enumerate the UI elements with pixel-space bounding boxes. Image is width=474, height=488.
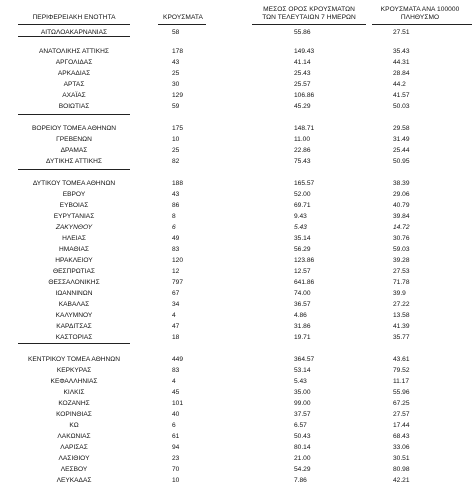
per-capita-cell: 41.39 xyxy=(393,323,410,330)
per-capita-cell: 17.44 xyxy=(393,422,410,429)
header-divider xyxy=(18,24,130,25)
cases-cell: 129 xyxy=(172,92,184,99)
cases-cell: 10 xyxy=(172,136,180,143)
avg-cell: 53.14 xyxy=(294,367,311,374)
per-capita-cell: 79.52 xyxy=(393,367,410,374)
region-cell: ΚΩ xyxy=(69,422,79,429)
per-capita-cell: 30.76 xyxy=(393,235,410,242)
region-cell: ΙΩΑΝΝΙΝΩΝ xyxy=(55,290,93,297)
region-cell: ΚΕΝΤΡΙΚΟΥ ΤΟΜΕΑ ΑΘΗΝΩΝ xyxy=(28,356,120,363)
table-row xyxy=(0,256,474,265)
per-capita-cell: 40.79 xyxy=(393,202,410,209)
table-row xyxy=(0,322,474,331)
avg-cell: 6.57 xyxy=(294,422,307,429)
cases-cell: 18 xyxy=(172,334,180,341)
table-row xyxy=(0,223,474,232)
per-capita-cell: 11.17 xyxy=(393,378,410,385)
cases-cell: 86 xyxy=(172,202,180,209)
cases-cell: 449 xyxy=(172,356,184,363)
per-capita-cell: 68.43 xyxy=(393,433,410,440)
avg-cell: 37.57 xyxy=(294,411,311,418)
table-row xyxy=(0,421,474,430)
cases-cell: 34 xyxy=(172,301,180,308)
region-cell: ΚΑΒΑΛΑΣ xyxy=(58,301,90,308)
region-cell: ΔΡΑΜΑΣ xyxy=(60,147,88,154)
table-row xyxy=(0,28,474,37)
per-capita-cell: 39.84 xyxy=(393,213,410,220)
cases-cell: 43 xyxy=(172,59,180,66)
per-capita-cell: 13.58 xyxy=(393,312,410,319)
header-region: ΠΕΡΙΦΕΡΕΙΑΚΗ ΕΝΟΤΗΤΑ xyxy=(32,14,116,21)
avg-cell: 31.86 xyxy=(294,323,311,330)
cases-cell: 59 xyxy=(172,103,180,110)
table-row xyxy=(0,124,474,133)
per-capita-cell: 31.49 xyxy=(393,136,410,143)
per-capita-cell: 35.77 xyxy=(393,334,410,341)
avg-cell: 165.57 xyxy=(294,180,315,187)
cases-cell: 12 xyxy=(172,268,180,275)
region-cell: ΕΥΒΟΙΑΣ xyxy=(59,202,89,209)
avg-cell: 21.00 xyxy=(294,455,311,462)
avg-cell: 19.71 xyxy=(294,334,311,341)
cases-cell: 4 xyxy=(172,312,176,319)
table-row xyxy=(0,212,474,221)
region-cell: ΑΧΑΪΑΣ xyxy=(62,92,86,99)
avg-cell: 641.86 xyxy=(294,279,315,286)
region-cell: ΗΡΑΚΛΕΙΟΥ xyxy=(55,257,93,264)
table-row xyxy=(0,146,474,155)
table-row xyxy=(0,443,474,452)
region-cell: ΗΜΑΘΙΑΣ xyxy=(59,246,89,253)
per-capita-cell: 67.25 xyxy=(393,400,410,407)
avg-cell: 45.29 xyxy=(294,103,311,110)
per-capita-cell: 38.39 xyxy=(393,180,410,187)
avg-cell: 35.14 xyxy=(294,235,311,242)
per-capita-cell: 27.22 xyxy=(393,301,410,308)
cases-cell: 83 xyxy=(172,367,180,374)
per-capita-cell: 28.84 xyxy=(393,70,410,77)
table-row xyxy=(0,47,474,56)
region-cell: ΖΑΚΥΝΘΟΥ xyxy=(55,224,93,231)
avg-cell: 106.86 xyxy=(294,92,315,99)
cases-cell: 70 xyxy=(172,466,180,473)
region-cell: ΛΑΣΙΘΙΟΥ xyxy=(58,455,90,462)
avg-cell: 56.29 xyxy=(294,246,311,253)
header-avg-line1: ΜΕΣΟΣ ΟΡΟΣ ΚΡΟΥΣΜΑΤΩΝ xyxy=(263,6,355,13)
cases-cell: 188 xyxy=(172,180,184,187)
header-avg-line2: ΤΩΝ ΤΕΛΕΥΤΑΙΩΝ 7 ΗΜΕΡΩΝ xyxy=(262,14,356,21)
per-capita-cell: 39.9 xyxy=(393,290,406,297)
avg-cell: 80.14 xyxy=(294,444,311,451)
avg-cell: 75.43 xyxy=(294,158,311,165)
region-cell: ΒΟΙΩΤΙΑΣ xyxy=(58,103,90,110)
table-row xyxy=(0,234,474,243)
region-cell: ΕΥΡΥΤΑΝΙΑΣ xyxy=(53,213,95,220)
region-cell: ΚΑΣΤΟΡΙΑΣ xyxy=(55,334,93,341)
table-row xyxy=(0,311,474,320)
region-cell: ΛΕΣΒΟΥ xyxy=(60,466,88,473)
cases-cell: 49 xyxy=(172,235,180,242)
table-row xyxy=(0,289,474,298)
cases-cell: 45 xyxy=(172,389,180,396)
region-cell: ΑΡΤΑΣ xyxy=(63,81,85,88)
avg-cell: 5.43 xyxy=(294,378,307,385)
region-cell: ΑΡΚΑΔΙΑΣ xyxy=(57,70,91,77)
table-row xyxy=(0,201,474,210)
table-row xyxy=(0,267,474,276)
per-capita-cell: 14.72 xyxy=(393,224,410,231)
avg-cell: 25.57 xyxy=(294,81,311,88)
cases-cell: 8 xyxy=(172,213,176,220)
table-row xyxy=(0,454,474,463)
per-capita-cell: 33.06 xyxy=(393,444,410,451)
region-cell: ΛΑΡΙΣΑΣ xyxy=(60,444,88,451)
table-row xyxy=(0,157,474,166)
avg-cell: 52.00 xyxy=(294,191,311,198)
table-row xyxy=(0,355,474,364)
table-row xyxy=(0,69,474,78)
header-divider xyxy=(252,24,366,25)
cases-cell: 43 xyxy=(172,191,180,198)
per-capita-cell: 80.98 xyxy=(393,466,410,473)
table-row xyxy=(0,366,474,375)
region-cell: ΔΥΤΙΚΟΥ ΤΟΜΕΑ ΑΘΗΝΩΝ xyxy=(32,180,116,187)
avg-cell: 25.43 xyxy=(294,70,311,77)
per-capita-cell: 43.61 xyxy=(393,356,410,363)
region-cell: ΒΟΡΕΙΟΥ ΤΟΜΕΑ ΑΘΗΝΩΝ xyxy=(31,125,117,132)
table-row xyxy=(0,179,474,188)
per-capita-cell: 25.44 xyxy=(393,147,410,154)
per-capita-cell: 42.21 xyxy=(393,477,410,484)
region-cell: ΚΕΦΑΛΛΗΝΙΑΣ xyxy=(50,378,98,385)
per-capita-cell: 29.06 xyxy=(393,191,410,198)
region-cell: ΛΑΚΩΝΙΑΣ xyxy=(57,433,91,440)
table-row xyxy=(0,190,474,199)
table-row xyxy=(0,432,474,441)
avg-cell: 123.86 xyxy=(294,257,315,264)
per-capita-cell: 41.57 xyxy=(393,92,410,99)
region-cell: ΚΕΡΚΥΡΑΣ xyxy=(56,367,92,374)
avg-cell: 148.71 xyxy=(294,125,315,132)
table-row xyxy=(0,388,474,397)
cases-cell: 30 xyxy=(172,81,180,88)
per-capita-cell: 44.31 xyxy=(393,59,410,66)
region-cell: ΑΝΑΤΟΛΙΚΗΣ ΑΤΤΙΚΗΣ xyxy=(39,48,109,55)
table-row xyxy=(0,377,474,386)
per-capita-cell: 44.2 xyxy=(393,81,406,88)
per-capita-cell: 35.43 xyxy=(393,48,410,55)
cases-cell: 67 xyxy=(172,290,180,297)
avg-cell: 50.43 xyxy=(294,433,311,440)
cases-cell: 83 xyxy=(172,246,180,253)
region-cell: ΚΟΖΑΝΗΣ xyxy=(58,400,90,407)
avg-cell: 41.14 xyxy=(294,59,311,66)
avg-cell: 9.43 xyxy=(294,213,307,220)
table-row xyxy=(0,58,474,67)
cases-cell: 61 xyxy=(172,433,180,440)
region-cell: ΚΟΡΙΝΘΙΑΣ xyxy=(56,411,92,418)
table-row xyxy=(0,91,474,100)
cases-cell: 6 xyxy=(172,422,176,429)
cases-cell: 40 xyxy=(172,411,180,418)
per-capita-cell: 59.03 xyxy=(393,246,410,253)
per-capita-cell: 71.78 xyxy=(393,279,410,286)
table-row xyxy=(0,102,474,111)
region-cell: ΛΕΥΚΑΔΑΣ xyxy=(56,477,92,484)
cases-cell: 58 xyxy=(172,29,180,36)
avg-cell: 5.43 xyxy=(294,224,307,231)
per-capita-cell: 50.95 xyxy=(393,158,410,165)
region-cell: ΘΕΣΠΡΩΤΙΑΣ xyxy=(52,268,96,275)
avg-cell: 364.57 xyxy=(294,356,315,363)
cases-cell: 175 xyxy=(172,125,184,132)
cases-cell: 47 xyxy=(172,323,180,330)
table-row xyxy=(0,399,474,408)
header-cases: ΚΡΟΥΣΜΑΤΑ xyxy=(163,14,203,21)
region-cell: ΓΡΕΒΕΝΩΝ xyxy=(56,136,92,143)
region-cell: ΘΕΣΣΑΛΟΝΙΚΗΣ xyxy=(48,279,100,286)
avg-cell: 4.86 xyxy=(294,312,307,319)
avg-cell: 69.71 xyxy=(294,202,311,209)
region-cell: ΔΥΤΙΚΗΣ ΑΤΤΙΚΗΣ xyxy=(46,158,102,165)
per-capita-cell: 29.58 xyxy=(393,125,410,132)
cases-cell: 82 xyxy=(172,158,180,165)
region-cell: ΗΛΕΙΑΣ xyxy=(62,235,86,242)
table-row xyxy=(0,410,474,419)
per-capita-cell: 55.96 xyxy=(393,389,410,396)
group-divider xyxy=(18,343,130,344)
table-row xyxy=(0,300,474,309)
table-row xyxy=(0,245,474,254)
avg-cell: 74.00 xyxy=(294,290,311,297)
per-capita-cell: 39.28 xyxy=(393,257,410,264)
region-cell: ΚΑΛΥΜΝΟΥ xyxy=(55,312,93,319)
avg-cell: 35.00 xyxy=(294,389,311,396)
region-cell: ΚΙΛΚΙΣ xyxy=(63,389,85,396)
cases-cell: 10 xyxy=(172,477,180,484)
cases-cell: 4 xyxy=(172,378,176,385)
table-row xyxy=(0,465,474,474)
cases-cell: 23 xyxy=(172,455,180,462)
header-per-line1: ΚΡΟΥΣΜΑΤΑ ΑΝΑ 100000 xyxy=(380,6,460,13)
per-capita-cell: 50.03 xyxy=(393,103,410,110)
cases-cell: 94 xyxy=(172,444,180,451)
header-divider xyxy=(372,24,472,25)
avg-cell: 99.00 xyxy=(294,400,311,407)
region-cell: ΑΡΓΟΛΙΔΑΣ xyxy=(55,59,93,66)
table-row xyxy=(0,476,474,485)
cases-cell: 6 xyxy=(172,224,176,231)
avg-cell: 149.43 xyxy=(294,48,315,55)
avg-cell: 22.86 xyxy=(294,147,311,154)
table-row xyxy=(0,333,474,342)
table-row xyxy=(0,80,474,89)
avg-cell: 7.86 xyxy=(294,477,307,484)
header-per-line2: ΠΛΗΘΥΣΜΟ xyxy=(400,14,440,21)
per-capita-cell: 27.53 xyxy=(393,268,410,275)
cases-cell: 25 xyxy=(172,70,180,77)
group-divider xyxy=(18,169,130,170)
region-cell: ΑΙΤΩΛΟΑΚΑΡΝΑΝΙΑΣ xyxy=(40,29,108,36)
cases-cell: 797 xyxy=(172,279,184,286)
per-capita-cell: 27.57 xyxy=(393,411,410,418)
region-cell: ΚΑΡΔΙΤΣΑΣ xyxy=(56,323,92,330)
header-divider xyxy=(158,24,206,25)
per-capita-cell: 30.51 xyxy=(393,455,410,462)
cases-cell: 25 xyxy=(172,147,180,154)
cases-cell: 178 xyxy=(172,48,184,55)
group-divider xyxy=(18,114,130,115)
region-cell: ΕΒΡΟΥ xyxy=(62,191,86,198)
table-row xyxy=(0,135,474,144)
cases-cell: 120 xyxy=(172,257,184,264)
avg-cell: 55.86 xyxy=(294,29,311,36)
table-row xyxy=(0,278,474,287)
avg-cell: 54.29 xyxy=(294,466,311,473)
cases-cell: 101 xyxy=(172,400,184,407)
avg-cell: 36.57 xyxy=(294,301,311,308)
per-capita-cell: 27.51 xyxy=(393,29,410,36)
avg-cell: 12.57 xyxy=(294,268,311,275)
avg-cell: 11.00 xyxy=(294,136,311,143)
